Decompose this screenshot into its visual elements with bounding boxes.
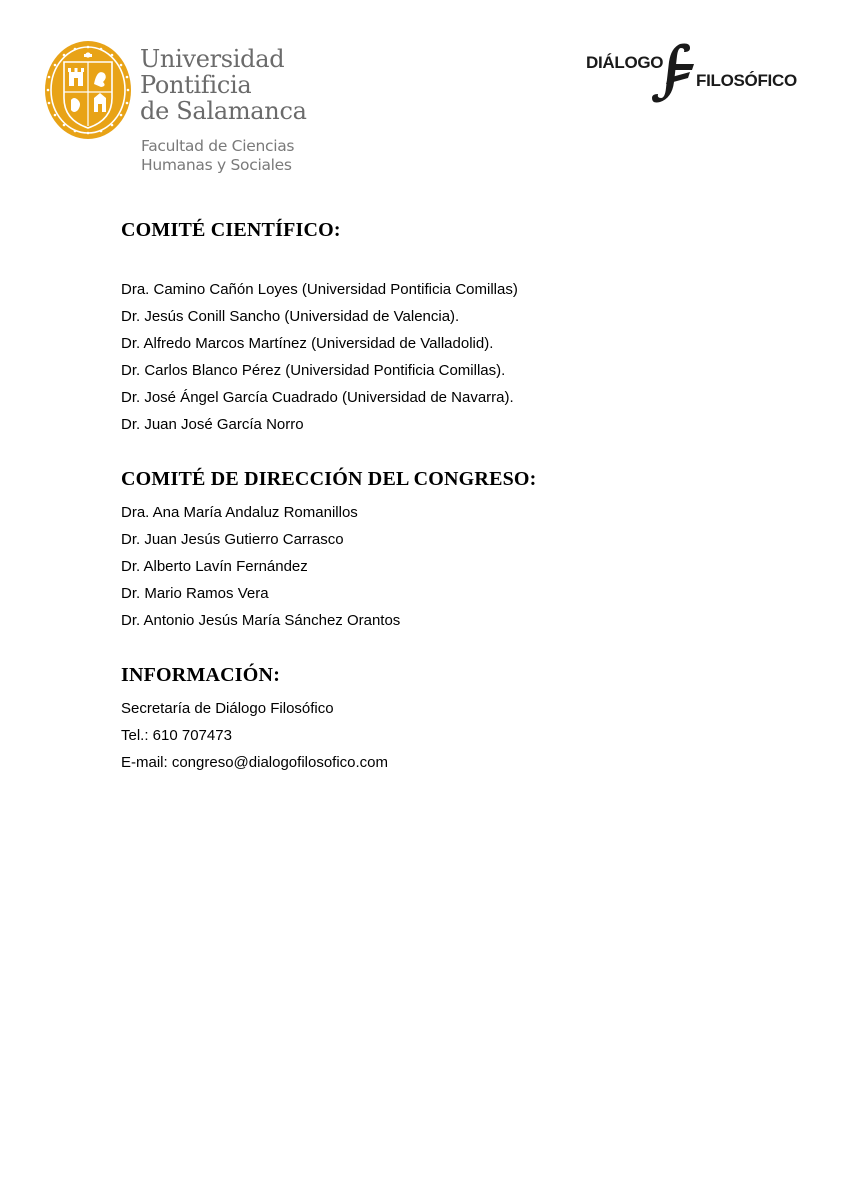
phone-line: Tel.: 610 707473 (121, 727, 232, 744)
secretariat-line: Secretaría de Diálogo Filosófico (121, 700, 334, 717)
dialogo-filosofico-mark-icon (650, 42, 700, 106)
scientific-committee-title: COMITÉ CIENTÍFICO: (121, 219, 341, 241)
journal-logo-word2: FILOSÓFICO (696, 71, 797, 90)
university-name (140, 46, 340, 124)
direction-committee-list (121, 504, 400, 639)
list-item: Dr. Jesús Conill Sancho (Universidad de Valencia). (121, 308, 460, 325)
university-name-line3: de Salamanca (140, 97, 307, 125)
direction-committee-title: COMITÉ DE DIRECCIÓN DEL CONGRESO: (121, 468, 537, 490)
list-item: Dr. Carlos Blanco Pérez (Universidad Pontificia Comillas). (121, 362, 506, 379)
list-item: Dr. Alberto Lavín Fernández (121, 558, 308, 575)
list-item: Dr. José Ángel García Cuadrado (Universidad de Navarra). (121, 389, 514, 406)
scientific-committee-list (121, 281, 518, 443)
email-line: E-mail: congreso@dialogofilosofico.com (121, 754, 389, 771)
list-item: Dr. Juan Jesús Gutierro Carrasco (121, 531, 344, 548)
journal-logo (584, 42, 800, 106)
faculty-name-line2: Humanas y Sociales (141, 156, 292, 174)
faculty-name (141, 137, 294, 175)
university-seal-icon (44, 40, 132, 140)
faculty-name-line1: Facultad de Ciencias (141, 137, 295, 155)
list-item: Dr. Juan José García Norro (121, 416, 304, 433)
list-item: Dr. Alfredo Marcos Martínez (Universidad de Valladolid). (121, 335, 494, 352)
university-name-line1: Universidad (140, 45, 285, 73)
university-name-line2: Pontificia (140, 71, 252, 99)
list-item: Dra. Camino Cañón Loyes (Universidad Pontificia Comillas) (121, 281, 518, 298)
list-item: Dr. Antonio Jesús María Sánchez Orantos (121, 612, 401, 629)
information-title: INFORMACIÓN: (121, 664, 281, 686)
list-item: Dra. Ana María Andaluz Romanillos (121, 504, 358, 521)
information-list (121, 700, 388, 781)
journal-logo-word1: DIÁLOGO (586, 53, 664, 72)
list-item: Dr. Mario Ramos Vera (121, 585, 269, 602)
